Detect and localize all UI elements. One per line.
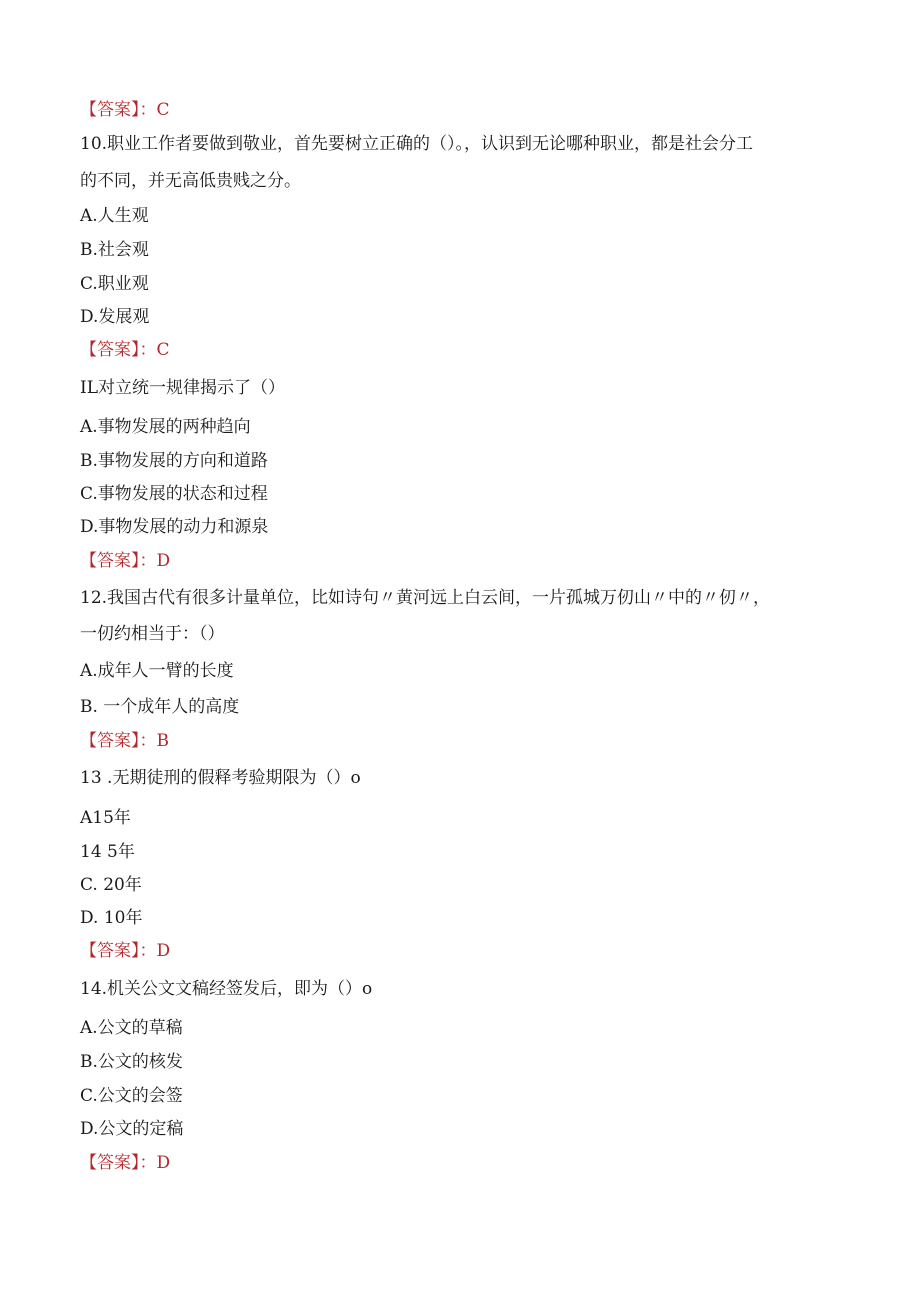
option-b: 14 5年 bbox=[80, 842, 135, 862]
option-a: A.公文的草稿 bbox=[80, 1018, 183, 1038]
option-c: C.事物发展的状态和过程 bbox=[80, 484, 268, 504]
option-d: D.事物发展的动力和源泉 bbox=[80, 517, 269, 537]
option-a: A.人生观 bbox=[80, 206, 149, 226]
answer-line: 【答案】：C bbox=[80, 340, 170, 360]
question-text: 13 .无期徒刑的假释考验期限为（）o bbox=[80, 768, 361, 788]
option-b: B.公文的核发 bbox=[80, 1052, 183, 1072]
answer-line: 【答案】：D bbox=[80, 551, 171, 571]
question-text: 的不同，并无高低贵贱之分。 bbox=[80, 171, 301, 191]
answer-line: 【答案】：D bbox=[80, 1153, 171, 1173]
question-text: 10.职业工作者要做到敬业，首先要树立正确的（）。，认识到无论哪种职业，都是社会分工 bbox=[80, 134, 754, 154]
option-c: C.公文的会签 bbox=[80, 1086, 183, 1106]
answer-line: 【答案】：B bbox=[80, 731, 169, 751]
option-b: B.社会观 bbox=[80, 240, 149, 260]
question-text: IL对立统一规律揭示了（） bbox=[80, 378, 286, 398]
option-c: C. 20年 bbox=[80, 875, 142, 895]
option-a: A.成年人一臂的长度 bbox=[80, 661, 234, 681]
option-d: D.发展观 bbox=[80, 307, 150, 327]
option-c: C.职业观 bbox=[80, 274, 149, 294]
option-a: A.事物发展的两种趋向 bbox=[80, 417, 251, 437]
option-b: B.事物发展的方向和道路 bbox=[80, 451, 268, 471]
question-text: 14.机关公文文稿经签发后，即为（）o bbox=[80, 979, 373, 999]
option-d: D.公文的定稿 bbox=[80, 1119, 184, 1139]
question-text: 一仞约相当于：（） bbox=[80, 624, 225, 644]
option-b: B. 一个成年人的高度 bbox=[80, 697, 240, 717]
question-text: 12.我国古代有很多计量单位，比如诗句〃黄河远上白云间，一片孤城万仞山〃中的〃仞〃， bbox=[80, 588, 771, 608]
answer-line: 【答案】：C bbox=[80, 100, 170, 120]
answer-line: 【答案】：D bbox=[80, 941, 171, 961]
option-d: D. 10年 bbox=[80, 908, 143, 928]
option-a: A15年 bbox=[80, 808, 131, 828]
